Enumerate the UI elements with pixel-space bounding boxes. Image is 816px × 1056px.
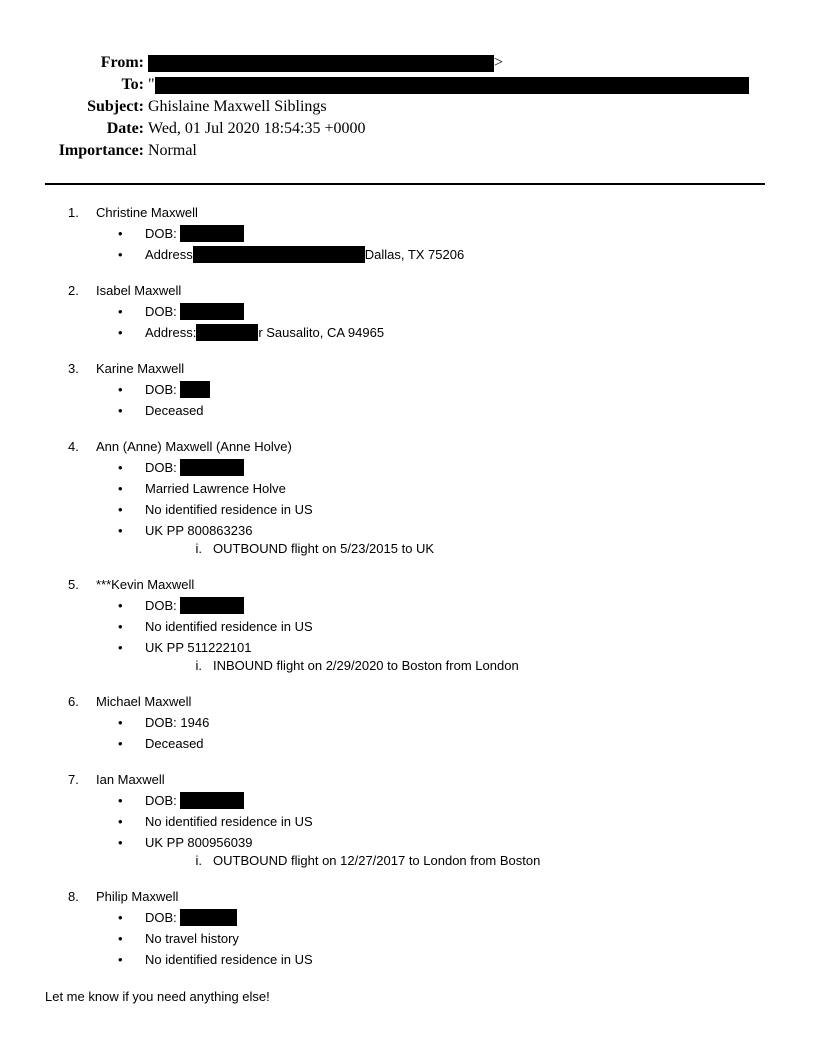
dob-field: DOB:	[145, 223, 244, 244]
subject-label: Subject:	[87, 98, 144, 115]
dob-redaction	[180, 909, 237, 926]
dob-field: DOB:	[145, 379, 210, 400]
status-note: Deceased	[145, 736, 204, 751]
dob-field: DOB:	[145, 790, 244, 811]
dob-redaction	[180, 225, 244, 242]
subject-row	[0, 96, 816, 118]
importance-row	[0, 140, 816, 162]
dob-redaction	[180, 792, 244, 809]
bullet-icon: •	[118, 835, 123, 850]
from-tail: >	[494, 54, 504, 71]
sibling-name: Christine Maxwell	[96, 205, 198, 220]
address-field: Address: r Sausalito, CA 94965	[145, 325, 385, 340]
list-number: 6.	[68, 694, 79, 709]
to-label: To:	[121, 76, 144, 93]
date-label: Date:	[106, 120, 144, 137]
dob-field: DOB:	[145, 907, 237, 928]
from-row	[0, 52, 816, 74]
date-row	[0, 118, 816, 140]
bullet-icon: •	[118, 952, 123, 967]
bullet-icon: •	[118, 619, 123, 634]
bullet-icon: •	[118, 931, 123, 946]
sub-number: i.	[195, 658, 202, 673]
to-row	[0, 74, 816, 96]
travel-note: No travel history	[145, 931, 239, 946]
dob-field: DOB:	[145, 457, 244, 478]
from-redaction	[148, 55, 494, 72]
sibling-name: Ian Maxwell	[96, 772, 165, 787]
sibling-name: Ann (Anne) Maxwell (Anne Holve)	[96, 439, 292, 454]
bullet-icon: •	[118, 793, 123, 808]
residence-note: No identified residence in US	[145, 502, 313, 517]
list-number: 1.	[68, 205, 79, 220]
address-field: Address Dallas, TX 75206	[145, 247, 465, 262]
residence-note: No identified residence in US	[145, 952, 313, 967]
dob-redaction	[180, 303, 244, 320]
to-redaction	[155, 77, 749, 94]
residence-note: No identified residence in US	[145, 814, 313, 829]
importance-label: Importance:	[58, 142, 144, 159]
passport-number: UK PP 511222101	[145, 640, 252, 655]
list-number: 2.	[68, 283, 79, 298]
bullet-icon: •	[118, 523, 123, 538]
dob-field: DOB:	[145, 301, 244, 322]
subject-value: Ghislaine Maxwell Siblings	[148, 98, 327, 115]
closing-line: Let me know if you need anything else!	[45, 989, 270, 1004]
header-divider	[45, 183, 765, 185]
address-redaction	[196, 324, 258, 341]
bullet-icon: •	[118, 502, 123, 517]
bullet-icon: •	[118, 640, 123, 655]
address-redaction	[193, 246, 365, 263]
bullet-icon: •	[118, 304, 123, 319]
list-number: 8.	[68, 889, 79, 904]
to-prefix: "	[148, 76, 155, 93]
status-note: Deceased	[145, 403, 204, 418]
dob-redaction	[180, 381, 210, 398]
sibling-name: Karine Maxwell	[96, 361, 185, 376]
bullet-icon: •	[118, 910, 123, 925]
list-number: 4.	[68, 439, 79, 454]
bullet-icon: •	[118, 403, 123, 418]
bullet-icon: •	[118, 814, 123, 829]
sub-number: i.	[195, 541, 202, 556]
importance-value: Normal	[148, 142, 197, 159]
bullet-icon: •	[118, 460, 123, 475]
sibling-name: Michael Maxwell	[96, 694, 192, 709]
married-note: Married Lawrence Holve	[145, 481, 286, 496]
bullet-icon: •	[118, 598, 123, 613]
flight-record: OUTBOUND flight on 12/27/2017 to London from Boston	[213, 853, 541, 868]
flight-record: OUTBOUND flight on 5/23/2015 to UK	[213, 541, 435, 556]
bullet-icon: •	[118, 325, 123, 340]
list-number: 5.	[68, 577, 79, 592]
dob-field: DOB:	[145, 595, 244, 616]
dob-redaction	[180, 459, 244, 476]
bullet-icon: •	[118, 736, 123, 751]
from-value	[148, 52, 503, 74]
dob-redaction	[180, 597, 244, 614]
list-number: 7.	[68, 772, 79, 787]
dob-field: DOB: 1946	[145, 715, 210, 730]
bullet-icon: •	[118, 247, 123, 262]
passport-number: UK PP 800863236	[145, 523, 253, 538]
bullet-icon: •	[118, 481, 123, 496]
sibling-name: Philip Maxwell	[96, 889, 179, 904]
passport-number: UK PP 800956039	[145, 835, 253, 850]
bullet-icon: •	[118, 226, 123, 241]
residence-note: No identified residence in US	[145, 619, 313, 634]
sibling-name: Isabel Maxwell	[96, 283, 182, 298]
bullet-icon: •	[118, 715, 123, 730]
to-value	[148, 74, 749, 96]
sibling-name: ***Kevin Maxwell	[96, 577, 195, 592]
from-label: From:	[100, 54, 144, 71]
bullet-icon: •	[118, 382, 123, 397]
flight-record: INBOUND flight on 2/29/2020 to Boston from London	[213, 658, 519, 673]
sub-number: i.	[195, 853, 202, 868]
list-number: 3.	[68, 361, 79, 376]
date-value: Wed, 01 Jul 2020 18:54:35 +0000	[148, 120, 366, 137]
